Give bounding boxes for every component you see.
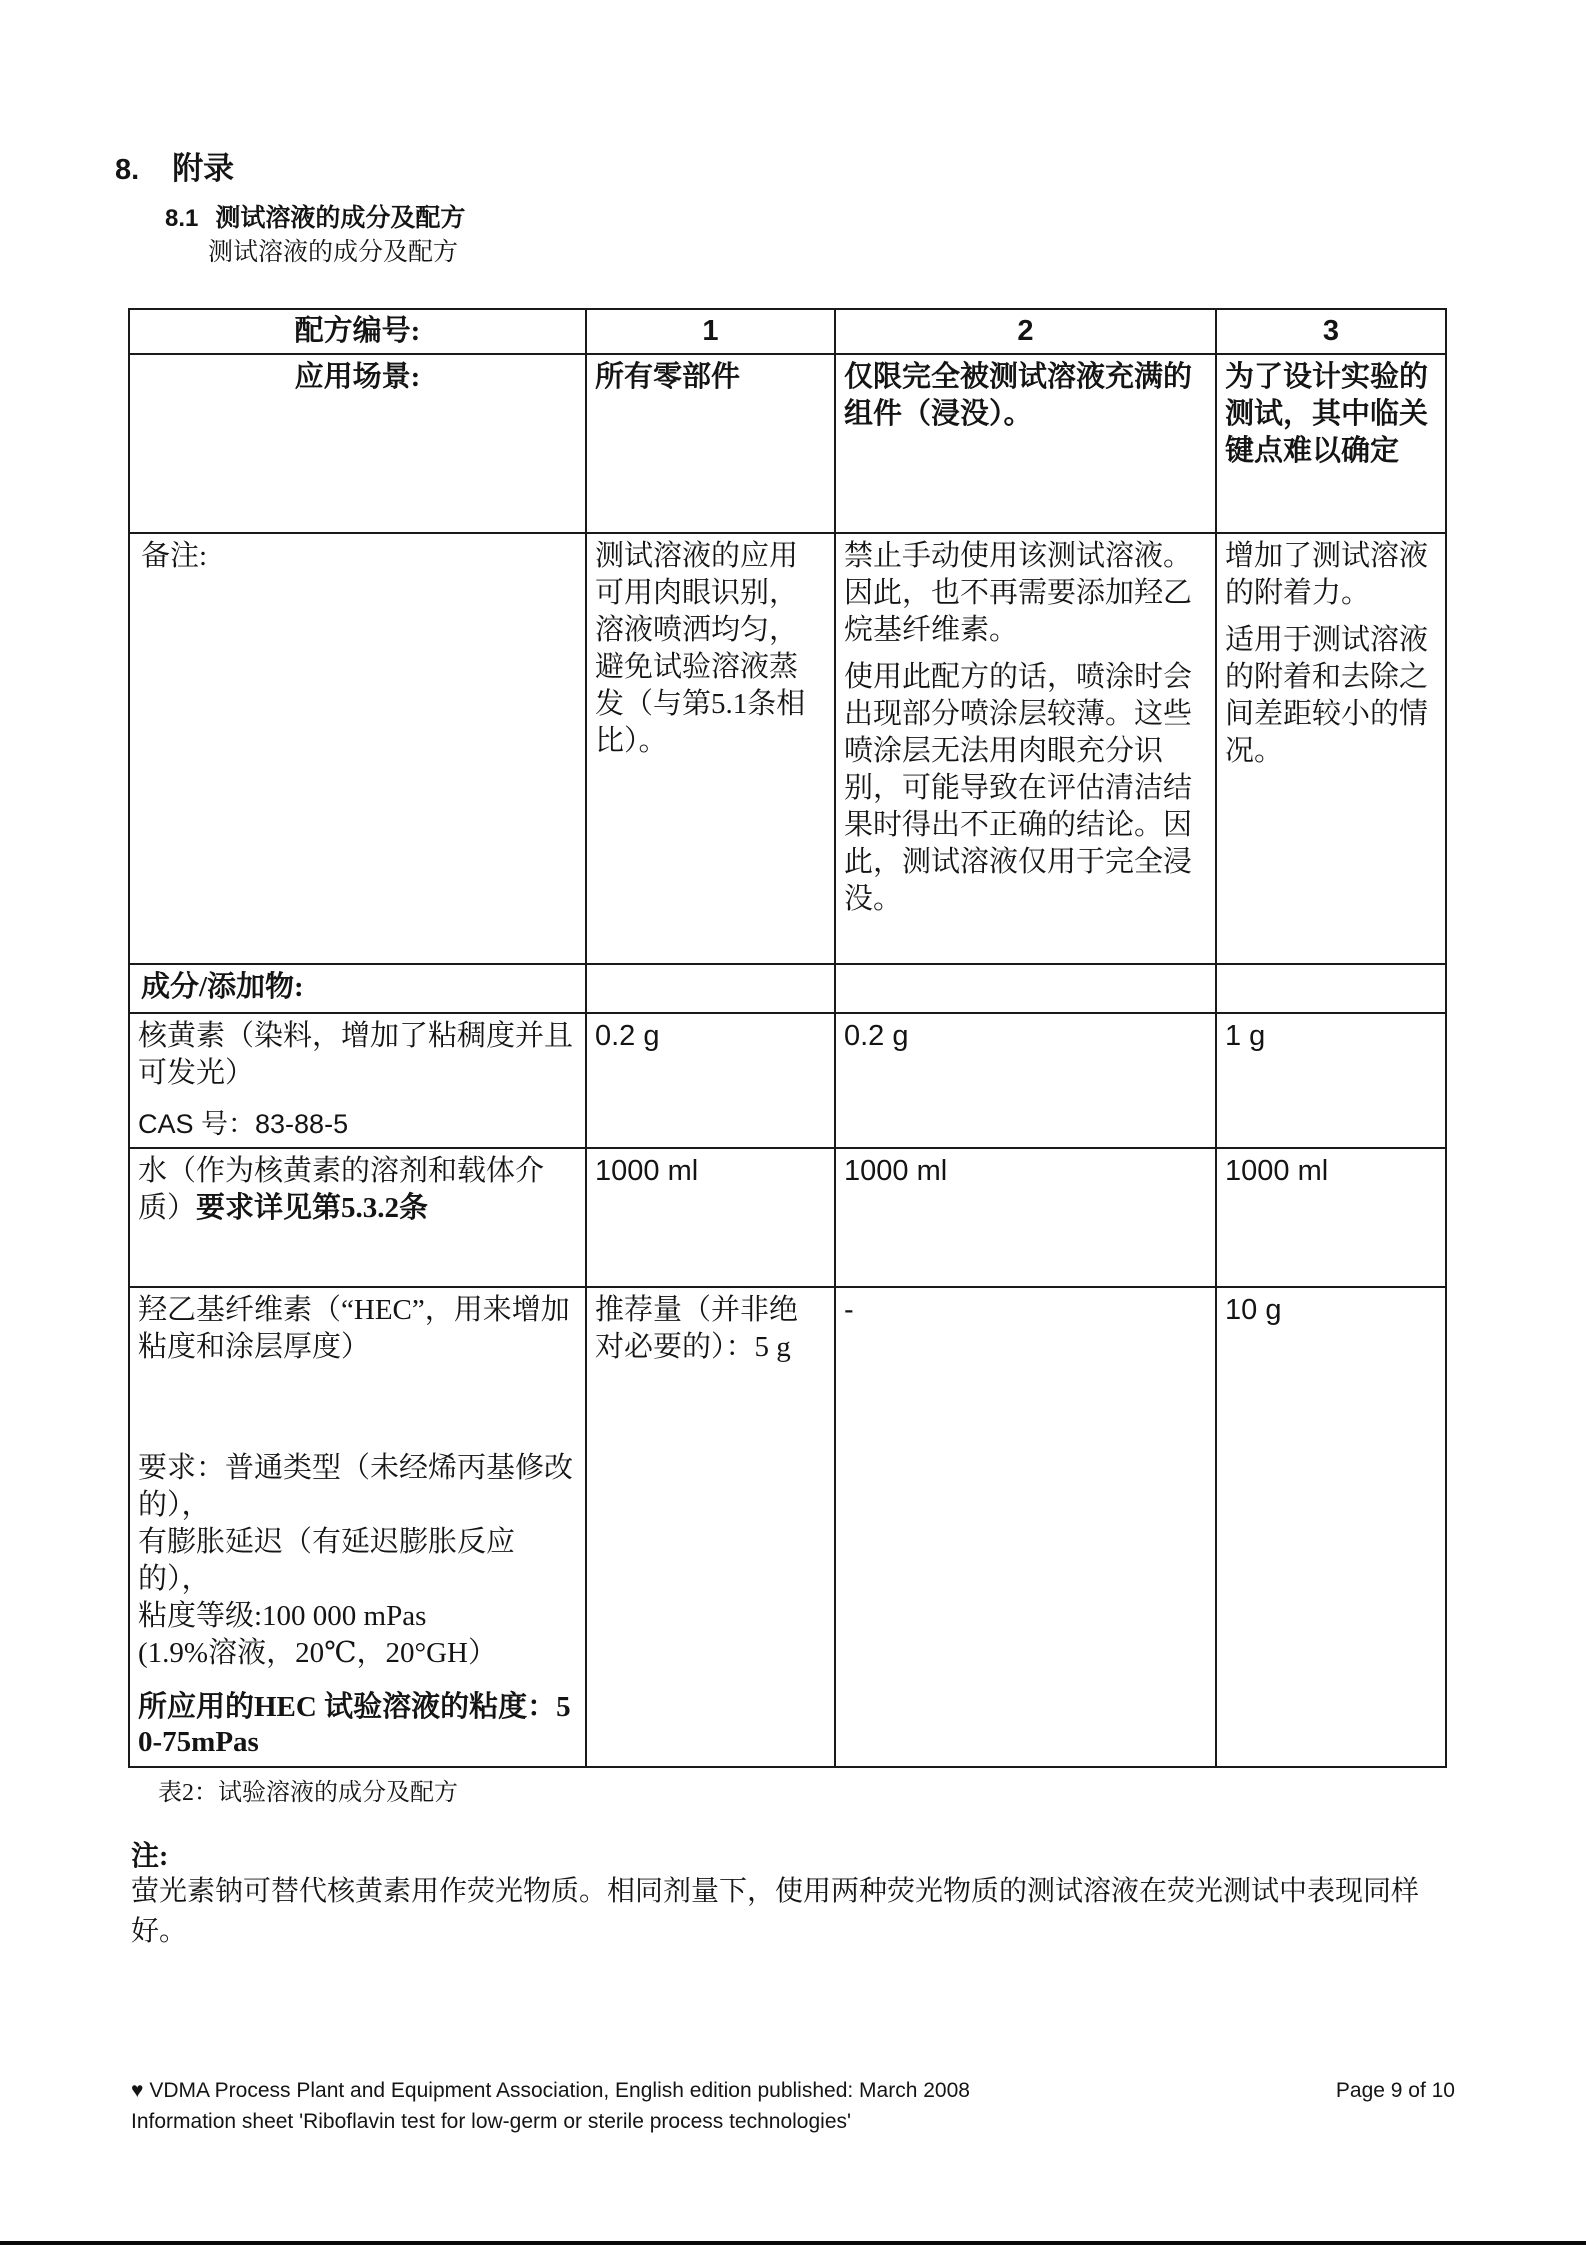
remarks-formula-2-paragraph-1: 禁止手动使用该测试溶液。因此，也不再需要添加羟乙烷基纤维素。 (844, 540, 1193, 646)
hec-viscosity-grade: 粘度等级:100 000 mPas (138, 1600, 427, 1632)
section-title: 附录 (172, 151, 235, 186)
water-name: 水（作为核黄素的溶剂和载体介质） (138, 1155, 545, 1224)
header-formula-number: 配方编号: (129, 309, 586, 354)
hec-label (129, 1287, 586, 1767)
scenario-formula-2: 仅限完全被测试溶液充满的组件（浸没）。 (835, 354, 1216, 533)
riboflavin-formula-1: 0.2 g (586, 1013, 835, 1148)
formula-table (128, 308, 1447, 1768)
header-formula-2: 2 (835, 309, 1216, 354)
water-formula-1: 1000 ml (586, 1148, 835, 1287)
table-row-remarks (129, 533, 1446, 964)
section-heading (115, 143, 234, 188)
table-row-hec (129, 1287, 1446, 1767)
footer-line-2: Information sheet 'Riboflavin test for low-germ or sterile process technologies' (131, 2110, 852, 2133)
section-number: 8. (115, 154, 140, 186)
scenario-formula-1: 所有零部件 (586, 354, 835, 533)
water-label (129, 1148, 586, 1287)
remarks-formula-3 (1216, 533, 1446, 964)
subsection-title: 测试溶液的成分及配方 (215, 205, 466, 232)
remarks-formula-3-paragraph-2: 适用于测试溶液的附着和去除之间差距较小的情况。 (1225, 624, 1429, 767)
components-empty-3 (1216, 964, 1446, 1013)
components-empty-1 (586, 964, 835, 1013)
remarks-formula-2-paragraph-2: 使用此配方的话，喷涂时会出现部分喷涂层较薄。这些喷涂层无法用肉眼充分识别，可能导致在评估清洁结果时得出不正确的结论。因此，测试溶液仅用于完全浸没。 (844, 661, 1193, 915)
riboflavin-name: 核黄素（染料，增加了粘稠度并且可发光） (138, 1020, 574, 1089)
hec-formula-2: - (835, 1287, 1216, 1767)
components-empty-2 (835, 964, 1216, 1013)
header-formula-1: 1 (586, 309, 835, 354)
table-row-scenario (129, 354, 1446, 533)
header-formula-3: 3 (1216, 309, 1446, 354)
page-number: Page 9 of 10 (1335, 2079, 1455, 2102)
scenario-formula-3: 为了设计实验的测试，其中临关键点难以确定 (1216, 354, 1446, 533)
hec-conditions: (1.9%溶液，20℃，20°GH） (138, 1637, 497, 1669)
table-caption: 表2：试验溶液的成分及配方 (158, 1780, 458, 1806)
subsection-number: 8.1 (165, 205, 199, 232)
hec-requirement-2: 有膨胀延迟（有延迟膨胀反应的）， (138, 1526, 516, 1595)
subsection-subtitle: 测试溶液的成分及配方 (208, 239, 459, 266)
remarks-label: 备注: (129, 533, 586, 964)
remarks-formula-1 (586, 533, 835, 964)
hec-name: 羟乙基纤维素（“HEC”，用来增加粘度和涂层厚度） (138, 1294, 570, 1363)
table-row-header (129, 309, 1446, 354)
hec-applied-viscosity: 所应用的HEC 试验溶液的粘度：50-75mPas (138, 1691, 571, 1758)
water-formula-3: 1000 ml (1216, 1148, 1446, 1287)
subsection-heading (165, 198, 465, 234)
scenario-label: 应用场景: (129, 354, 586, 533)
water-requirement: 要求详见第5.3.2条 (196, 1192, 429, 1224)
remarks-formula-3-paragraph-1: 增加了测试溶液的附着力。 (1225, 540, 1429, 609)
water-formula-2: 1000 ml (835, 1148, 1216, 1287)
table-row-components (129, 964, 1446, 1013)
hec-formula-3: 10 g (1216, 1287, 1446, 1767)
riboflavin-formula-2: 0.2 g (835, 1013, 1216, 1148)
remarks-formula-1-text: 测试溶液的应用可用肉眼识别，溶液喷洒均匀，避免试验溶液蒸发（与第5.1条相比）。 (595, 540, 806, 757)
riboflavin-label (129, 1013, 586, 1148)
hec-requirement-1: 要求：普通类型（未经烯丙基修改的）， (138, 1452, 574, 1521)
footer-line-1 (131, 2075, 1455, 2106)
riboflavin-formula-3: 1 g (1216, 1013, 1446, 1148)
heart-icon: ♥ (131, 2079, 144, 2102)
table-row-water (129, 1148, 1446, 1287)
remarks-formula-2 (835, 533, 1216, 964)
page-footer (131, 2075, 1455, 2137)
table-row-riboflavin (129, 1013, 1446, 1148)
note-label: 注: (131, 1841, 169, 1872)
note-text: 萤光素钠可替代核黄素用作荧光物质。相同剂量下，使用两种荧光物质的测试溶液在荧光测试中表现同样好。 (131, 1876, 1420, 1947)
hec-formula-1: 推荐量（并非绝对必要的）：5 g (586, 1287, 835, 1767)
components-label: 成分/添加物: (129, 964, 586, 1013)
riboflavin-cas-number: CAS 号：83-88-5 (138, 1109, 349, 1139)
footer-association: VDMA Process Plant and Equipment Association, English edition published: March 2008 (149, 2079, 970, 2102)
